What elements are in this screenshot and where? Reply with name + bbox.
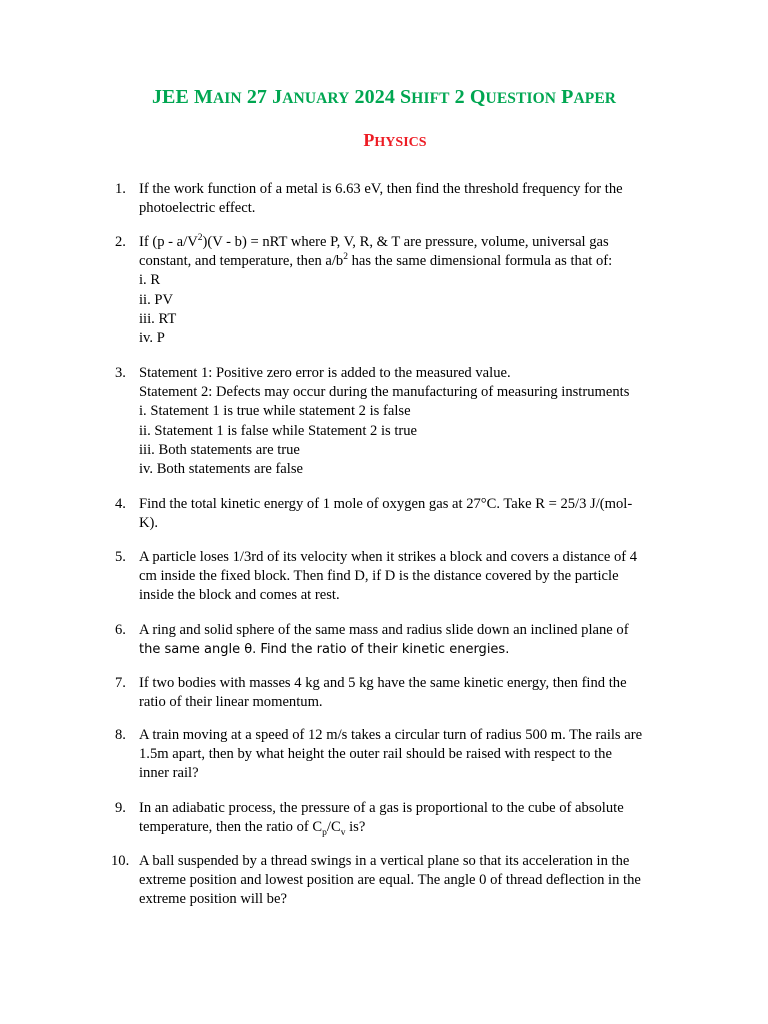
question-number: 9. <box>115 800 126 816</box>
question-number: 1. <box>115 181 126 197</box>
question-number: 7. <box>115 675 126 691</box>
question-number: 8. <box>115 727 126 743</box>
question-9: 9. In an adiabatic process, the pressure of a gas is proportional to the cube of absolute temperature, then the ratio of $C_p/C_v$ is? <box>115 800 624 839</box>
page-title: JEE MAIN 27 JANUARY 2024 SHIFT 2 QUESTION PAPER <box>151 86 617 108</box>
question-number: 6. <box>115 622 126 638</box>
question-8: 8. A train moving at a speed of 12 m/s takes a circular turn of radius 500 m. The rails are 1.5m apart, then by what height the outer rail should be raised with respect to the inner rail? <box>115 727 643 782</box>
option: iv. P <box>139 330 165 347</box>
question-3: 3. Statement 1: Positive zero error is added to the measured value. Statement 2: Defects may occur during the manufacturing of measuring instruments i. Statement 1 is true while statement 2 is false ii. Statement 1 is false while Statement 2 is true iii. Both statements are true iv. Both statements are false <box>139 364 679 479</box>
question-4: 4. Find the total kinetic energy of 1 mole of oxygen gas at 27°C. Take R = 25/3 J/(mol- K). <box>115 496 633 532</box>
question-number: 5. <box>115 549 126 565</box>
question-5: 5. A particle loses 1/3rd of its velocity when it strikes a block and covers a distance of 4 cm inside the fixed block. Then find D, if D is the distance covered by the particle inside the block and comes at rest. <box>115 549 638 604</box>
option: iii. Both statements are true <box>139 441 300 458</box>
option: i. Statement 1 is true while statement 2 is false <box>139 403 411 420</box>
subject-heading: PHYSICS <box>363 130 427 150</box>
question-number: 10. <box>111 853 130 869</box>
option: i. R <box>139 272 161 289</box>
option: iii. RT <box>139 310 177 327</box>
question-2: 2. If $(p - a/V^2)(V - b)$ = nRT where P, V, R, & T are pressure, volume, universal gas constant, and temperature, then $a/b^2$ has the same dimensional formula as that of: i. R ii. PV iii. RT iv. P <box>139 233 679 348</box>
question-7: 7. If two bodies with masses 4 kg and 5 kg have the same kinetic energy, then find the ratio of their linear momentum. <box>115 675 627 711</box>
question-number: 4. <box>115 496 126 512</box>
question-10: 10. A ball suspended by a thread swings in a vertical plane so that its acceleration in the extreme position and lowest position are equal. The angle 0 of thread deflection in the extreme position will be? <box>111 853 641 908</box>
option: ii. PV <box>139 291 174 308</box>
question-6: 6. A ring and solid sphere of the same mass and radius slide down an inclined plane of the same angle θ. Find the ratio of their kinetic energies. <box>115 622 629 658</box>
option: iv. Both statements are false <box>139 461 303 478</box>
question-1: 1. If the work function of a metal is 6.63 eV, then find the threshold frequency for the photoelectric effect. <box>115 181 623 217</box>
question-number: 2. <box>115 234 126 250</box>
option: ii. Statement 1 is false while Statement 2 is true <box>139 422 418 439</box>
question-number: 3. <box>115 365 126 381</box>
